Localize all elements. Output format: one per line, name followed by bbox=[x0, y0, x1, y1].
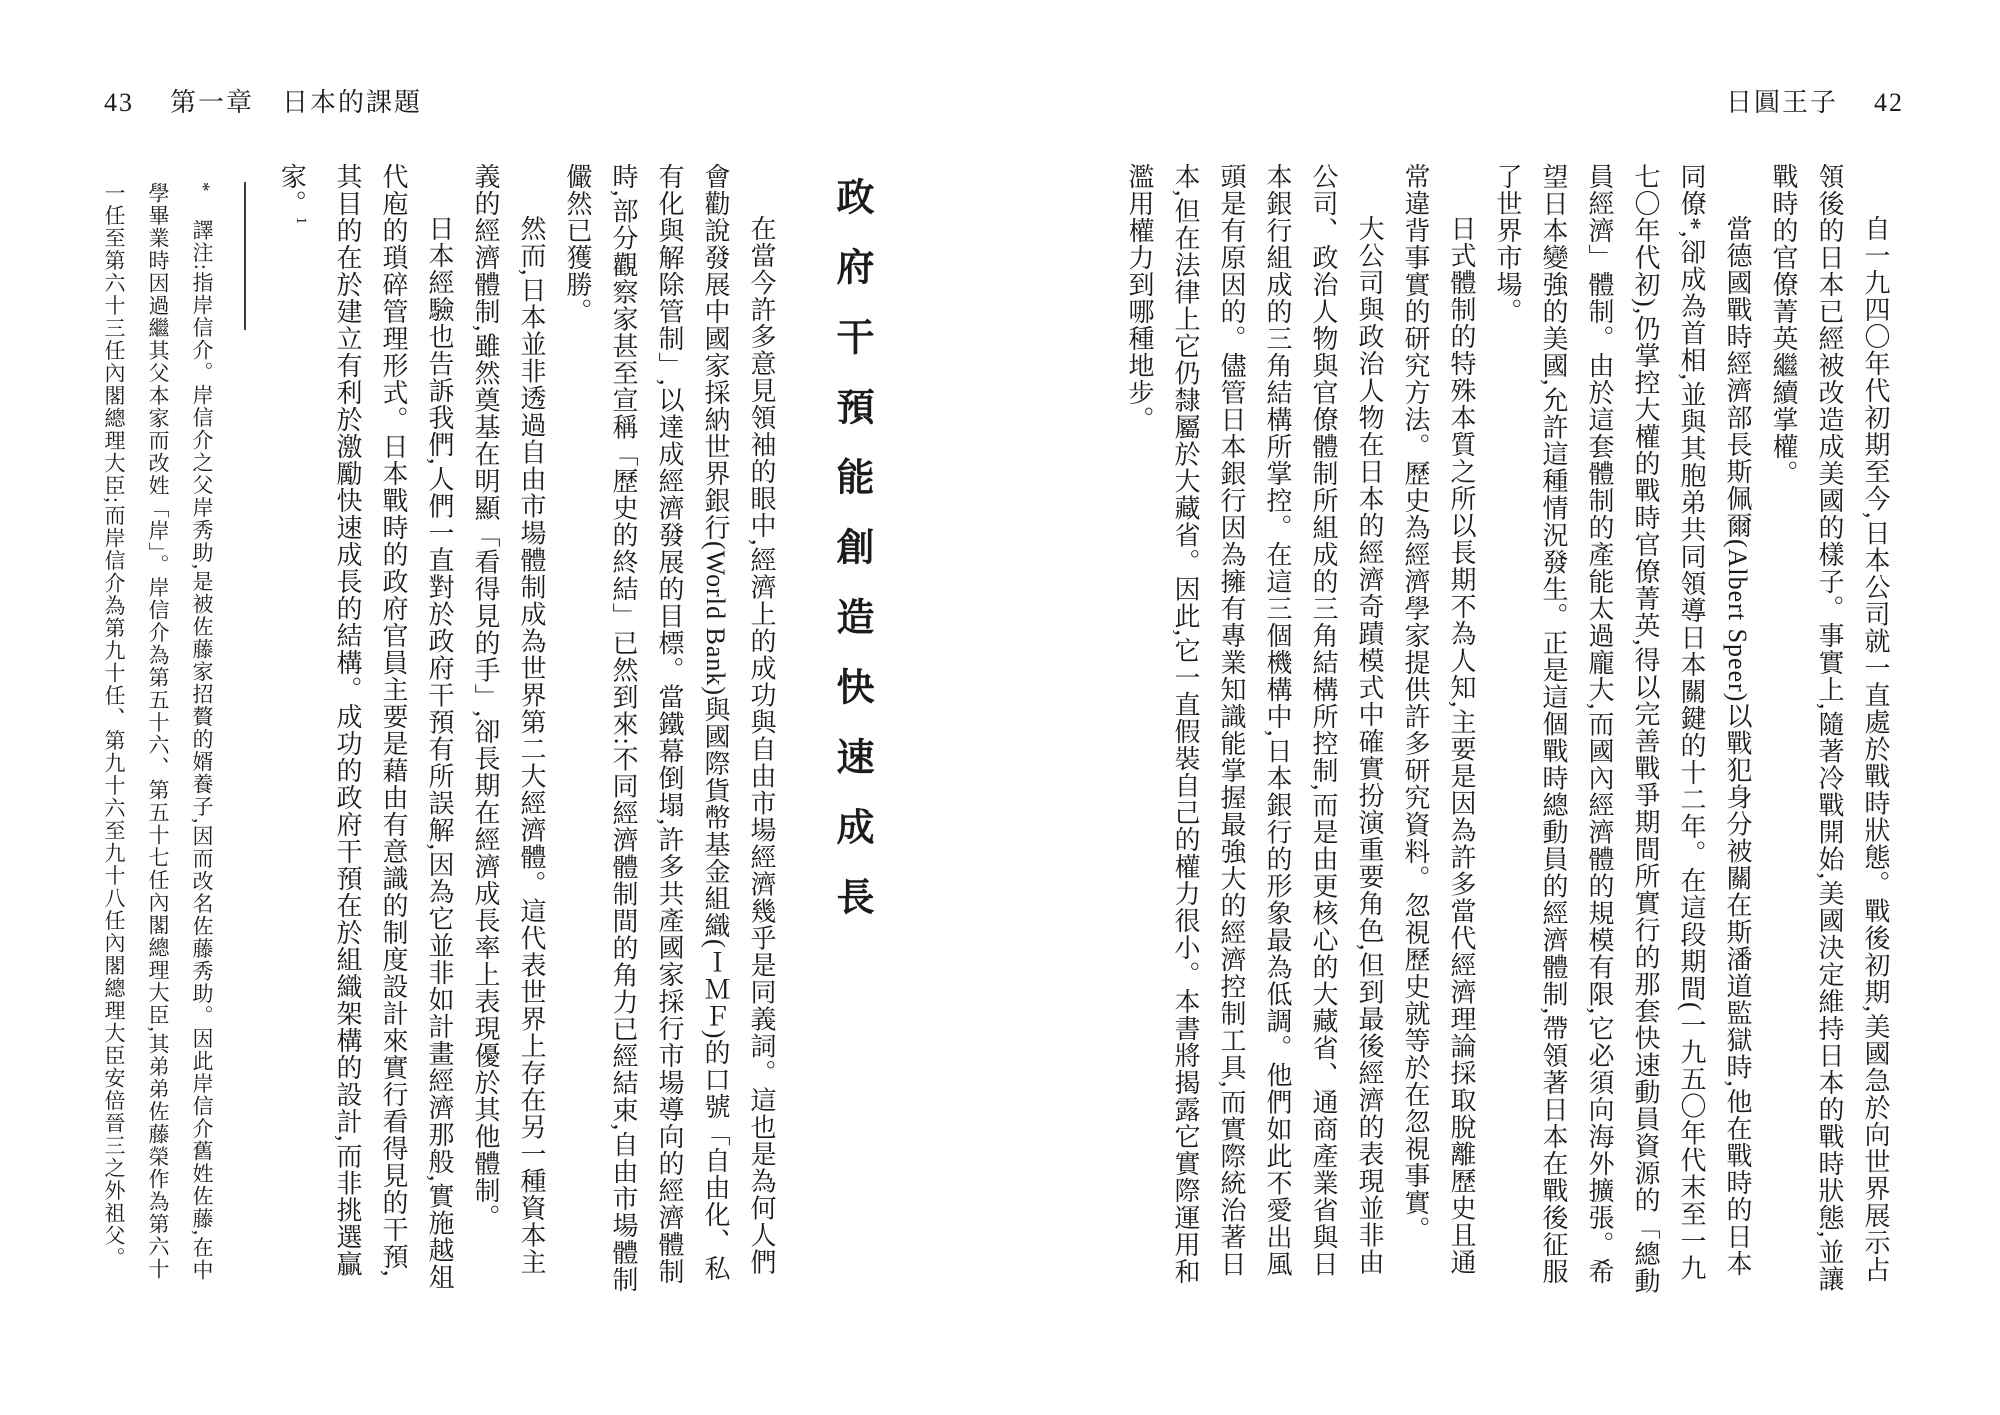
footnote-divider-rule bbox=[244, 182, 246, 330]
body-paragraph: 日式體制的特殊本質之所以長期不為人知,主要是因為許多當代經濟理論採取脫離歷史且通常違背事實的研究方法。歷史為經濟學家提供許多研究資料。忽視歷史就等於在忽視事實。 bbox=[1401, 163, 1476, 1276]
body-paragraph: 大公司與政治人物在日本的經濟奇蹟模式中確實扮演重要角色,但到最後經濟的表現並非由公司、政治人物與官僚體制所組成的三角結構所控制,而是由更核心的大藏省、通商產業省與日本銀行組成的三角結構所掌控。在這三個機構中,日本銀行的形象最為低調。他們如此不愛出風頭是有原因的。儘管日本銀行因為擁有專業知識能掌握最強大的經濟控制工具,而實際統治著日本,但在法律上它仍隸屬於大藏省。因此,它一直假裝自己的權力很小。本書將揭露它實際運用和濫用權力到哪種地步。 bbox=[1125, 163, 1384, 1285]
body-paragraph: 當德國戰時經濟部長斯佩爾(Albert Speer)以戰犯身分被關在斯潘道監獄時,他在戰時的日本同僚*,卻成為首相,並與其胞弟共同領導日本關鍵的十二年。在這段期間(一九五〇年代末至一九七〇年代初),仍掌控大權的戰時官僚菁英,得以完善戰爭期間所實行的那套快速動員資源的「總動員經濟」體制。由於這套體制的產能太過龐大,而國內經濟體的規模有限,它必須向海外擴張。希望日本變強的美國,允許這種情況發生。正是這個戰時總動員的經濟體制,帶領著日本在戰後征服了世界市場。 bbox=[1493, 163, 1752, 1295]
paragraph-text: 日本經驗也告訴我們,人們一直對於政府干預有所誤解,因為它並非如計畫經濟那般,實施越俎代庖的瑣碎管理形式。日本戰時的政府官員主要是藉由有意識的制度設計來實行看得見的干預,其目的在於建立有利於激勵快速成長的結構。成功的政府干預在於組織架構的設計,而非挑選贏家。 bbox=[277, 163, 454, 1291]
body-paragraph: 在當今許多意見領袖的眼中,經濟上的成功與自由市場經濟幾乎是同義詞。這也是為何人們會勸說發展中國家採納世界銀行(World Bank)與國際貨幣基金組織(ＩＭＦ)的口號「自由化、私有化與解除管制」,以達成經濟發展的目標。當鐵幕倒塌,許多共產國家採行市場導向的經濟體制時,部分觀察家甚至宣稱「歷史的終結」已然到來:不同經濟體制間的角力已經結束,自由市場體制儼然已獲勝。 bbox=[563, 163, 776, 1294]
book-title: 日圓王子 bbox=[1725, 88, 1838, 117]
footnote-reference-number: 1 bbox=[293, 217, 309, 225]
running-head-right bbox=[1726, 82, 1904, 119]
body-paragraph bbox=[268, 163, 462, 1295]
running-head-left bbox=[104, 82, 422, 119]
footnote-text: 譯注:指岸信介。岸信介之父岸秀助,是被佐藤家招贅的婿養子,因而改名佐藤秀助。因此岸信介舊姓佐藤,在中學畢業時因過繼其父本家而改姓「岸」。岸信介為第五十六、第五十七任內閣總理大臣,其弟弟佐藤榮作為第六十一任至第六十三任內閣總理大臣;而岸信介為第九十任、第九十六至九十八任內閣總理大臣安倍晉三之外祖父。 bbox=[102, 182, 214, 1282]
folio-number-left: 43 bbox=[104, 88, 134, 117]
body-paragraph: 自一九四〇年代初期至今,日本公司就一直處於戰時狀態。戰後初期,美國急於向世界展示占領後的日本已經被改造成美國的樣子。事實上,隨著冷戰開始,美國決定維持日本的戰時狀態,並讓戰時的官僚菁英繼續掌權。 bbox=[1769, 163, 1890, 1293]
footnote-paragraph bbox=[92, 182, 224, 1292]
chapter-title: 第一章 日本的課題 bbox=[170, 88, 423, 117]
translator-footnote bbox=[92, 182, 246, 1292]
footnote-asterisk-marker: * bbox=[192, 182, 213, 193]
left-page-text bbox=[268, 163, 880, 1295]
right-page-text bbox=[1116, 163, 1898, 1295]
section-heading: 政府干預能創造快速成長 bbox=[830, 177, 872, 947]
body-paragraph: 然而,日本並非透過自由市場體制成為世界第二大經濟體。這代表世界上存在另一種資本主義的經濟體制,雖然奠基在明顯「看得見的手」,卻長期在經濟成長率上表現優於其他體制。 bbox=[471, 163, 546, 1276]
folio-number-right: 42 bbox=[1874, 88, 1904, 117]
